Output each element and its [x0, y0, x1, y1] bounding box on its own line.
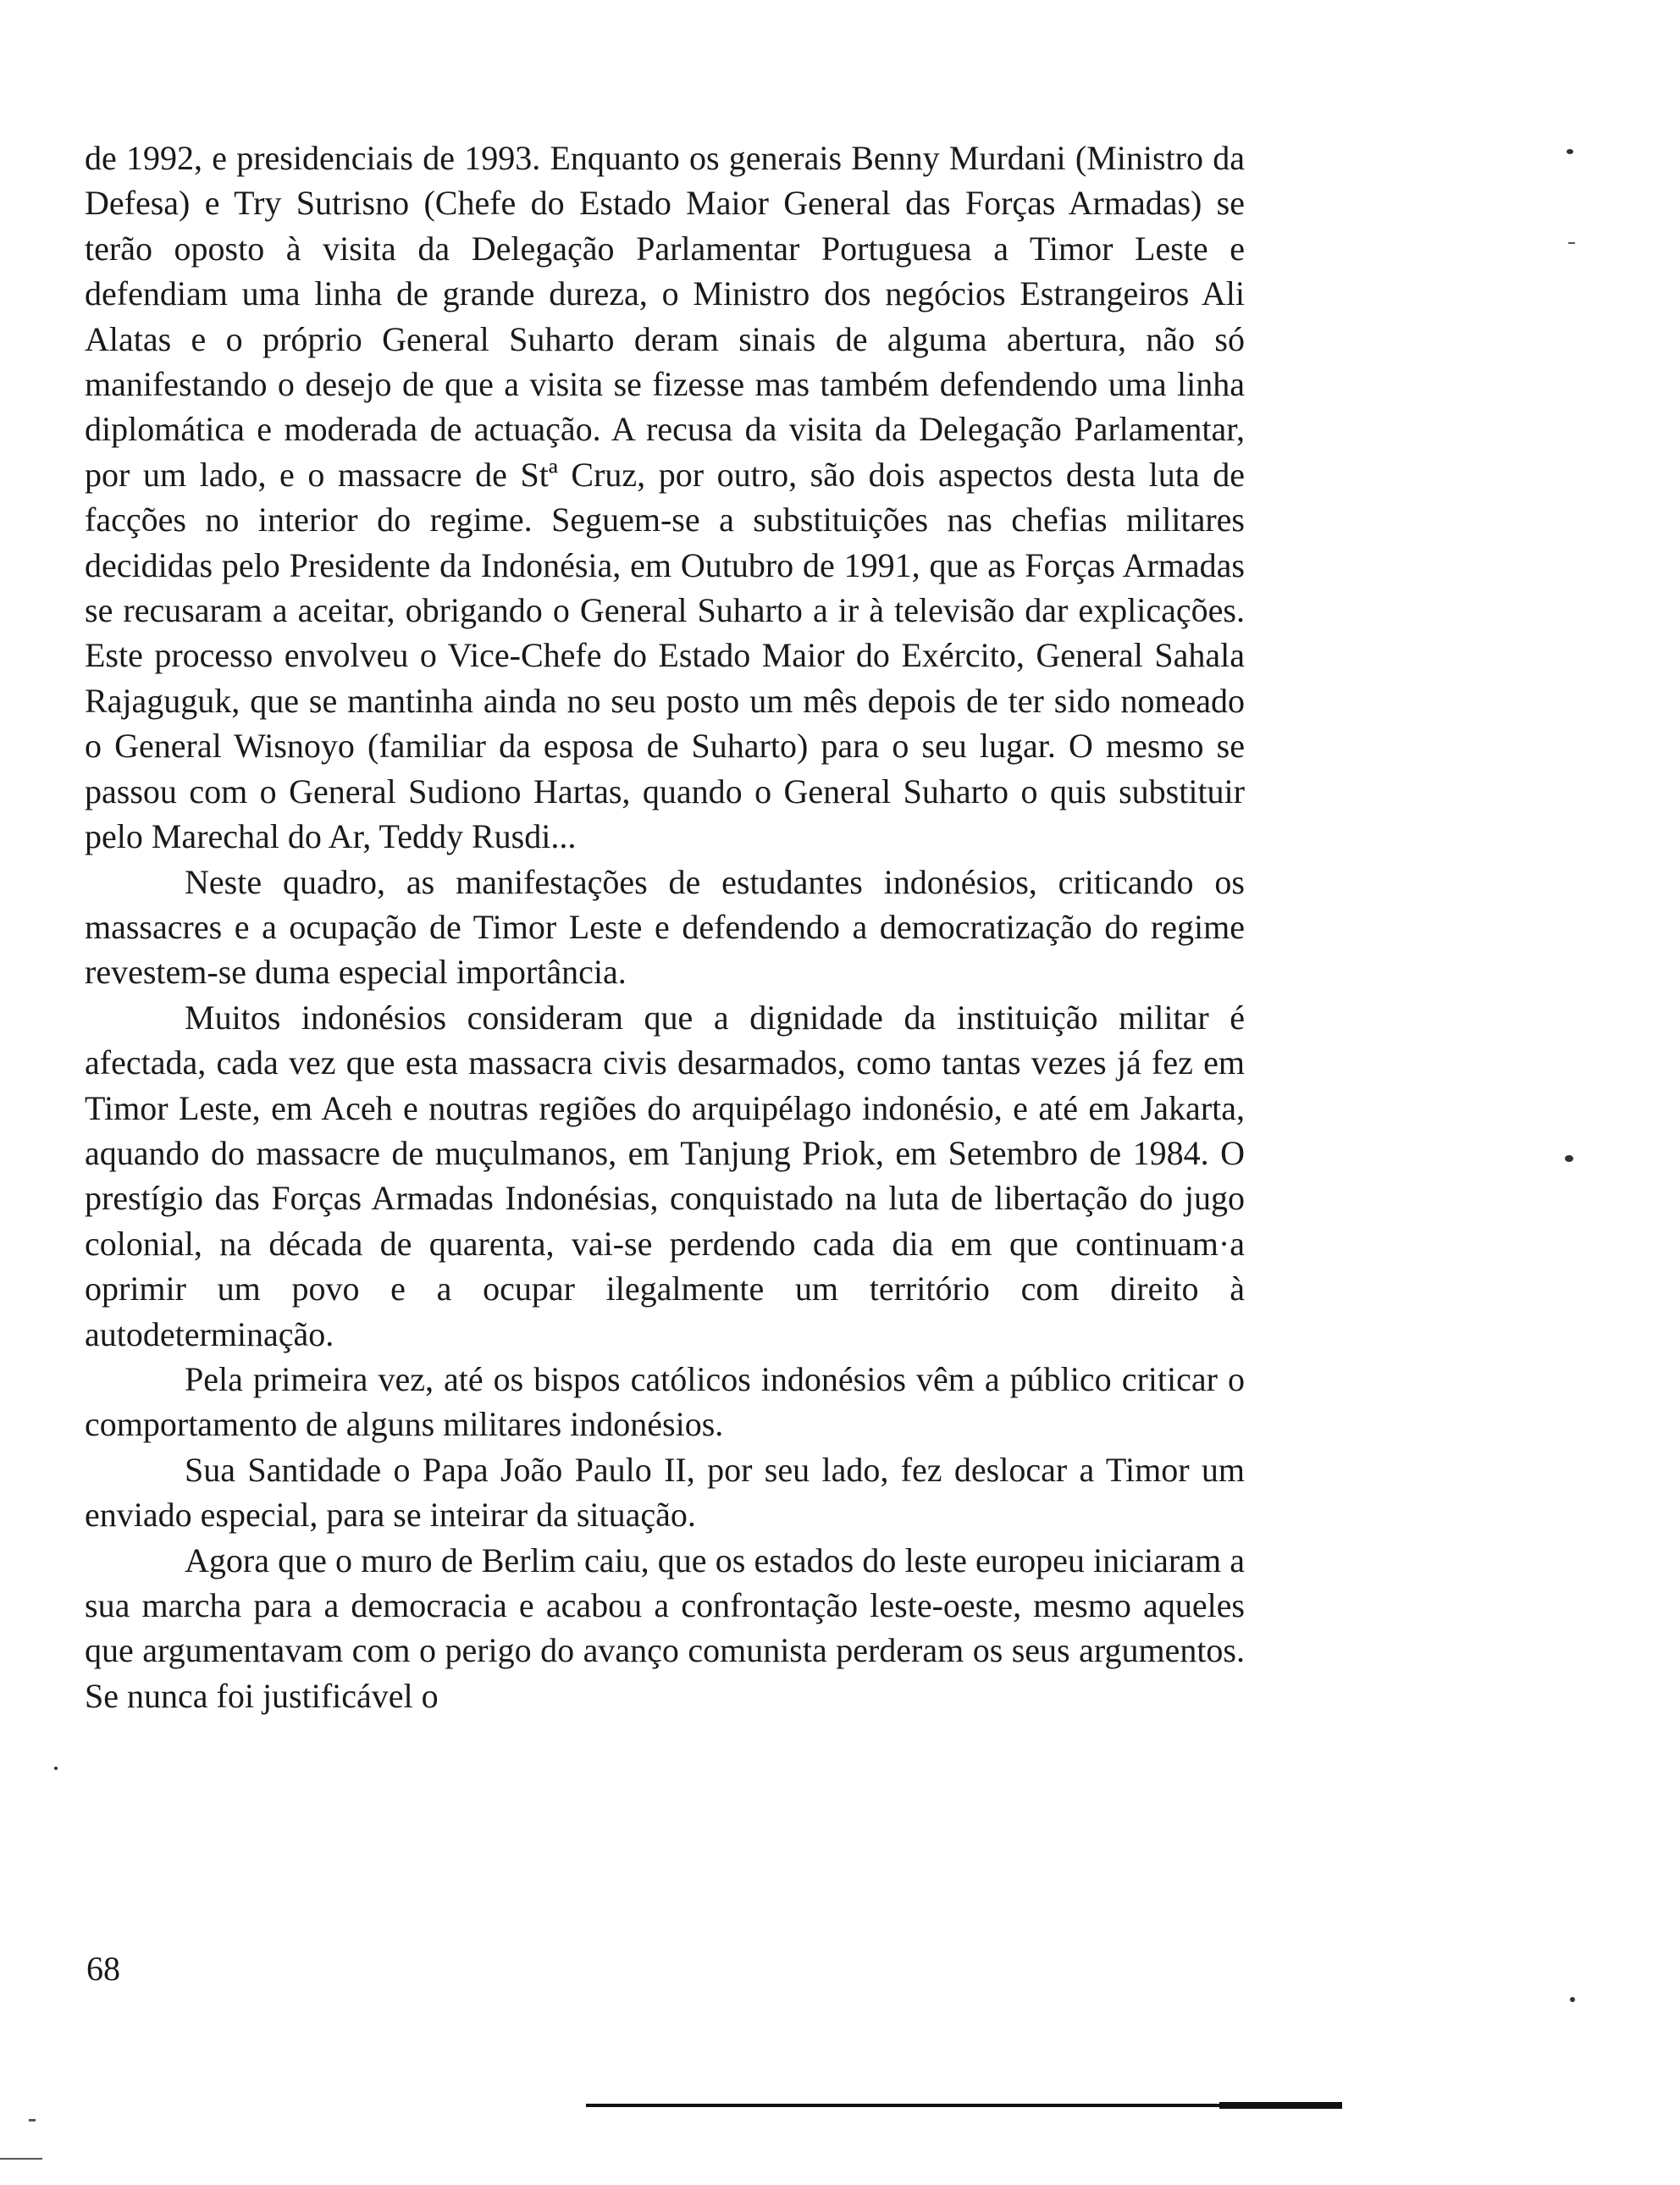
paragraph-6: Agora que o muro de Berlim caiu, que os estados do leste europeu iniciaram a sua marcha para a democracia e acabou a confrontação leste-oeste, mesmo aqueles que argumentavam com o perigo do avanço comunista perderam os seus argumentos. Se nunca foi justificável o [85, 1541, 1245, 1715]
paragraph-1: de 1992, e presidenciais de 1993. Enquanto os generais Benny Murdani (Ministro da Defesa) e Try Sutrisno (Chefe do Estado Maior General das Forças Armadas) se terão oposto à visita da Delegação Parlamentar Portuguesa a Timor Leste e defendiam uma linha de grande dureza, o Ministro dos negócios Estrangeiros Ali Alatas e o próprio General Suharto deram sinais de alguma abertura, não só manifestando o desejo de que a visita se fizesse mas também defendendo uma linha diplomática e moderada de actuação. A recusa da visita da Delegação Parlamentar, por um lado, e o massacre de Stª Cruz, por outro, são dois aspectos desta luta de facções no interior do regime. Seguem-se a substituições nas chefias militares decididas pelo Presidente da Indonésia, em Outubro de 1991, que as Forças Armadas se recusaram a aceitar, obrigando o General Suharto a ir à televisão dar explicações. Este processo envolveu o Vice-Chefe do Estado Maior do Exército, General Sahala Rajaguguk, que se mantinha ainda no seu posto um mês depois de ter sido nomeado o General Wisnoyo (familiar da esposa de Suharto) para o seu lugar. O mesmo se passou com o General Sudiono Hartas, quando o General Suharto o quis substituir pelo Marechal do Ar, Teddy Rusdi... [85, 139, 1245, 856]
scan-mark [0, 2158, 42, 2160]
page-number: 68 [86, 1950, 120, 1988]
scan-speck [1565, 1155, 1573, 1162]
scan-mark [1568, 242, 1575, 244]
scan-speck [1567, 149, 1573, 154]
scan-speck [54, 1767, 58, 1770]
paragraph-2: Neste quadro, as manifestações de estudantes indonésios, criticando os massacres e a ocupação de Timor Leste e defendendo a democratização do regime revestem-se duma especial importância. [85, 862, 1245, 992]
bottom-rule-thick-end [1219, 2102, 1342, 2109]
scan-speck [1570, 1997, 1575, 2002]
paragraph-5: Sua Santidade o Papa João Paulo II, por seu lado, fez deslocar a Timor um enviado especial, para se inteirar da situação. [85, 1450, 1245, 1535]
paragraph-4: Pela primeira vez, até os bispos católicos indonésios vêm a público criticar o comportamento de alguns militares indonésios. [85, 1359, 1245, 1444]
body-text [85, 136, 1245, 1718]
scan-mark [29, 2119, 36, 2121]
paragraph-3: Muitos indonésios consideram que a dignidade da instituição militar é afectada, cada vez que esta massacra civis desarmados, como tantas vezes já fez em Timor Leste, em Aceh e noutras regiões do arquipélago indonésio, e até em Jakarta, aquando do massacre de muçulmanos, em Tanjung Priok, em Setembro de 1984. O prestígio das Forças Armadas Indonésias, conquistado na luta de libertação do jugo colonial, na década de quarenta, vai-se perdendo cada dia em que continuam·a oprimir um povo e a ocupar ilegalmente um território com direito à autodeterminação. [85, 998, 1245, 1353]
